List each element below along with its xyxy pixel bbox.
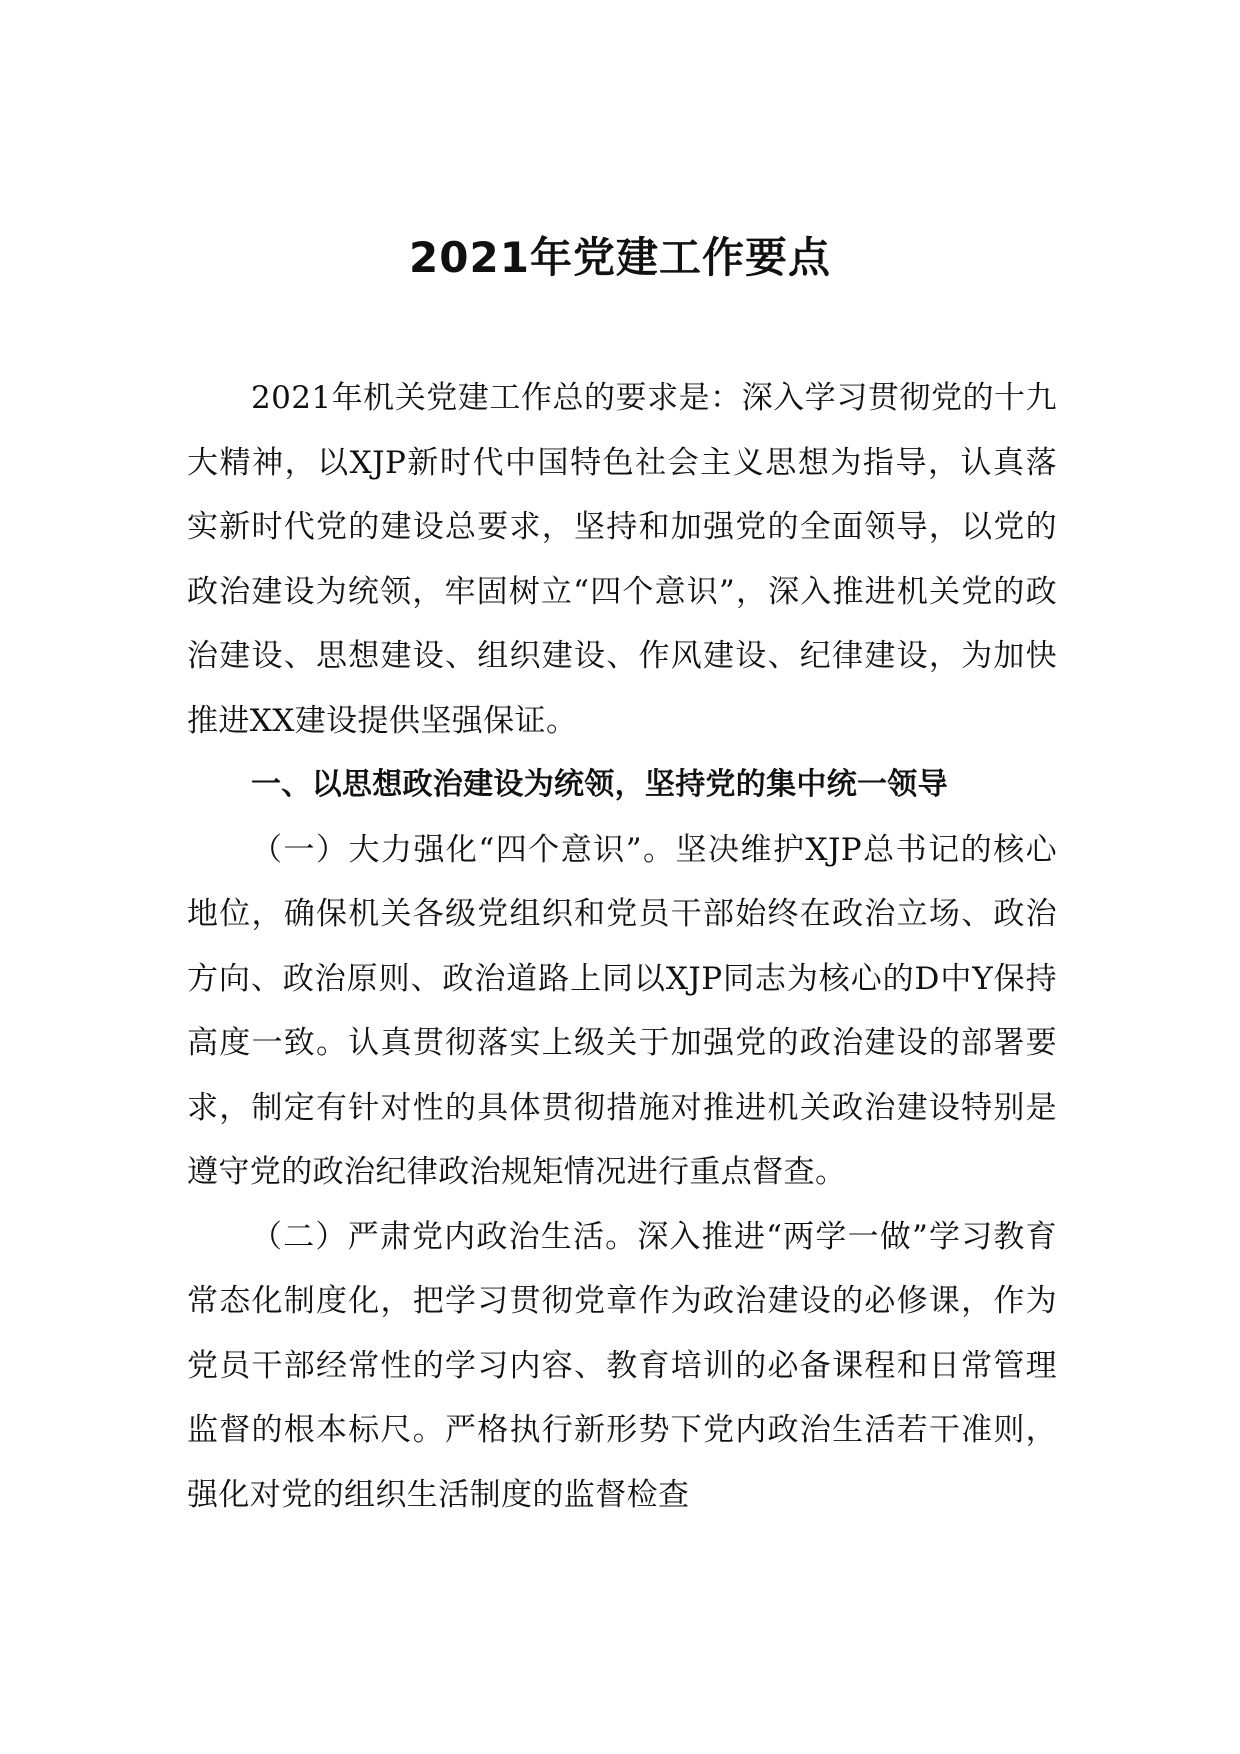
item-paragraph-1: （一）大力强化“四个意识”。坚决维护XJP总书记的核心地位，确保机关各级党组织和党员干部始终在政治立场、政治方向、政治原则、政治道路上同以XJP同志为核心的D中Y保持高度一致。认真贯彻落实上级关于加强党的政治建设的部署要求，制定有针对性的具体贯彻措施对推进机关政治建设特别是遵守党的政治纪律政治规矩情况进行重点督查。 xyxy=(187,831,1057,1190)
item-paragraph-2: （二）严肃党内政治生活。深入推进“两学一做”学习教育常态化制度化，把学习贯彻党章作为政治建设的必修课，作为党员干部经常性的学习内容、教育培训的必备课程和日常管理监督的根本标尺。严格执行新形势下党内政治生活若干准则，强化对党的组织生活制度的监督检查 xyxy=(187,1218,1057,1513)
section-heading-1: 一、以思想政治建设为统领，坚持党的集中统一领导 xyxy=(251,767,948,802)
document-body xyxy=(187,366,1057,1527)
intro-paragraph: 2021年机关党建工作总的要求是：深入学习贯彻党的十九大精神，以XJP新时代中国特色社会主义思想为指导，认真落实新时代党的建设总要求，坚持和加强党的全面领导，以党的政治建设为统领，牢固树立“四个意识”，深入推进机关党的政治建设、思想建设、组织建设、作风建设、纪律建设，为加快推进XX建设提供坚强保证。 xyxy=(187,380,1057,739)
document-title: 2021年党建工作要点 xyxy=(409,233,831,282)
